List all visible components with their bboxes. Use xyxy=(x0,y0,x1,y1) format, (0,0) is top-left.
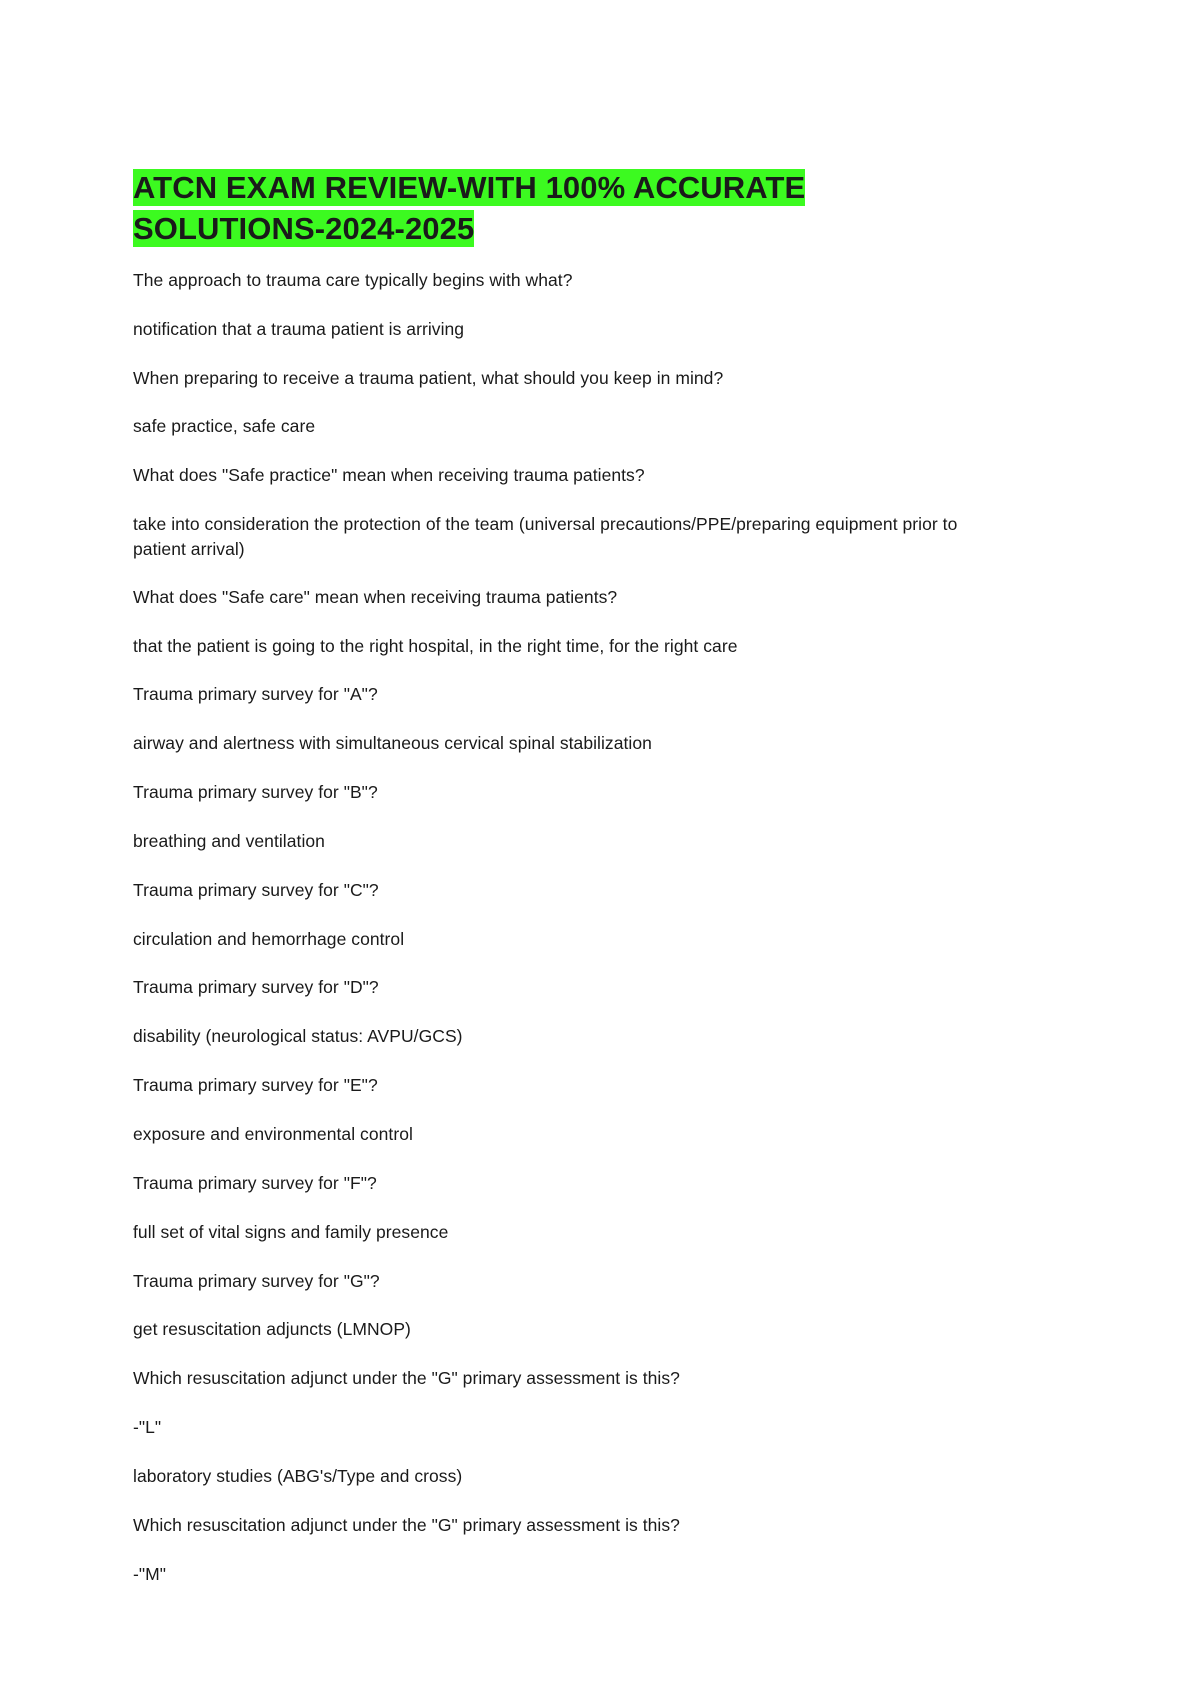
page-title-line-1: ATCN EXAM REVIEW-WITH 100% ACCURATE xyxy=(133,170,806,205)
paragraph: breathing and ventilation xyxy=(133,830,325,851)
paragraph: What does "Safe care" mean when receiving trauma patients? xyxy=(133,586,618,607)
paragraph: safe practice, safe care xyxy=(133,416,316,437)
paragraph: When preparing to receive a trauma patient, what should you keep in mind? xyxy=(133,367,724,388)
paragraph: circulation and hemorrhage control xyxy=(133,928,405,949)
paragraph: get resuscitation adjuncts (LMNOP) xyxy=(133,1319,411,1340)
paragraph: Trauma primary survey for "F"? xyxy=(133,1172,377,1193)
page-title-line-2: SOLUTIONS-2024-2025 xyxy=(133,210,475,246)
page-title xyxy=(133,168,1013,250)
paragraph: that the patient is going to the right hospital, in the right time, for the right care xyxy=(133,635,738,656)
paragraph: airway and alertness with simultaneous cervical spinal stabilization xyxy=(133,733,652,754)
paragraph: full set of vital signs and family presence xyxy=(133,1221,449,1242)
paragraph: notification that a trauma patient is arriving xyxy=(133,318,465,339)
paragraph: Which resuscitation adjunct under the "G" primary assessment is this? xyxy=(133,1368,680,1389)
paragraph: Trauma primary survey for "D"? xyxy=(133,977,379,998)
document-body xyxy=(133,168,1013,1610)
paragraph: -"M" xyxy=(133,1563,167,1584)
paragraph: -"L" xyxy=(133,1417,162,1438)
paragraph: Trauma primary survey for "B"? xyxy=(133,782,378,803)
paragraph: laboratory studies (ABG's/Type and cross) xyxy=(133,1465,463,1486)
paragraph: take into consideration the protection of the team (universal precautions/PPE/preparing equipment prior to patient arrival) xyxy=(133,514,958,559)
paragraph: exposure and environmental control xyxy=(133,1124,413,1144)
paragraph: disability (neurological status: AVPU/GCS) xyxy=(133,1026,463,1047)
paragraph: Trauma primary survey for "A"? xyxy=(133,684,378,705)
paragraph: Trauma primary survey for "E"? xyxy=(133,1075,378,1096)
paragraph: The approach to trauma care typically begins with what? xyxy=(133,269,573,290)
paragraph: What does "Safe practice" mean when receiving trauma patients? xyxy=(133,465,645,486)
paragraph: Which resuscitation adjunct under the "G" primary assessment is this? xyxy=(133,1514,680,1535)
paragraph: Trauma primary survey for "G"? xyxy=(133,1270,380,1291)
paragraph: Trauma primary survey for "C"? xyxy=(133,879,379,900)
